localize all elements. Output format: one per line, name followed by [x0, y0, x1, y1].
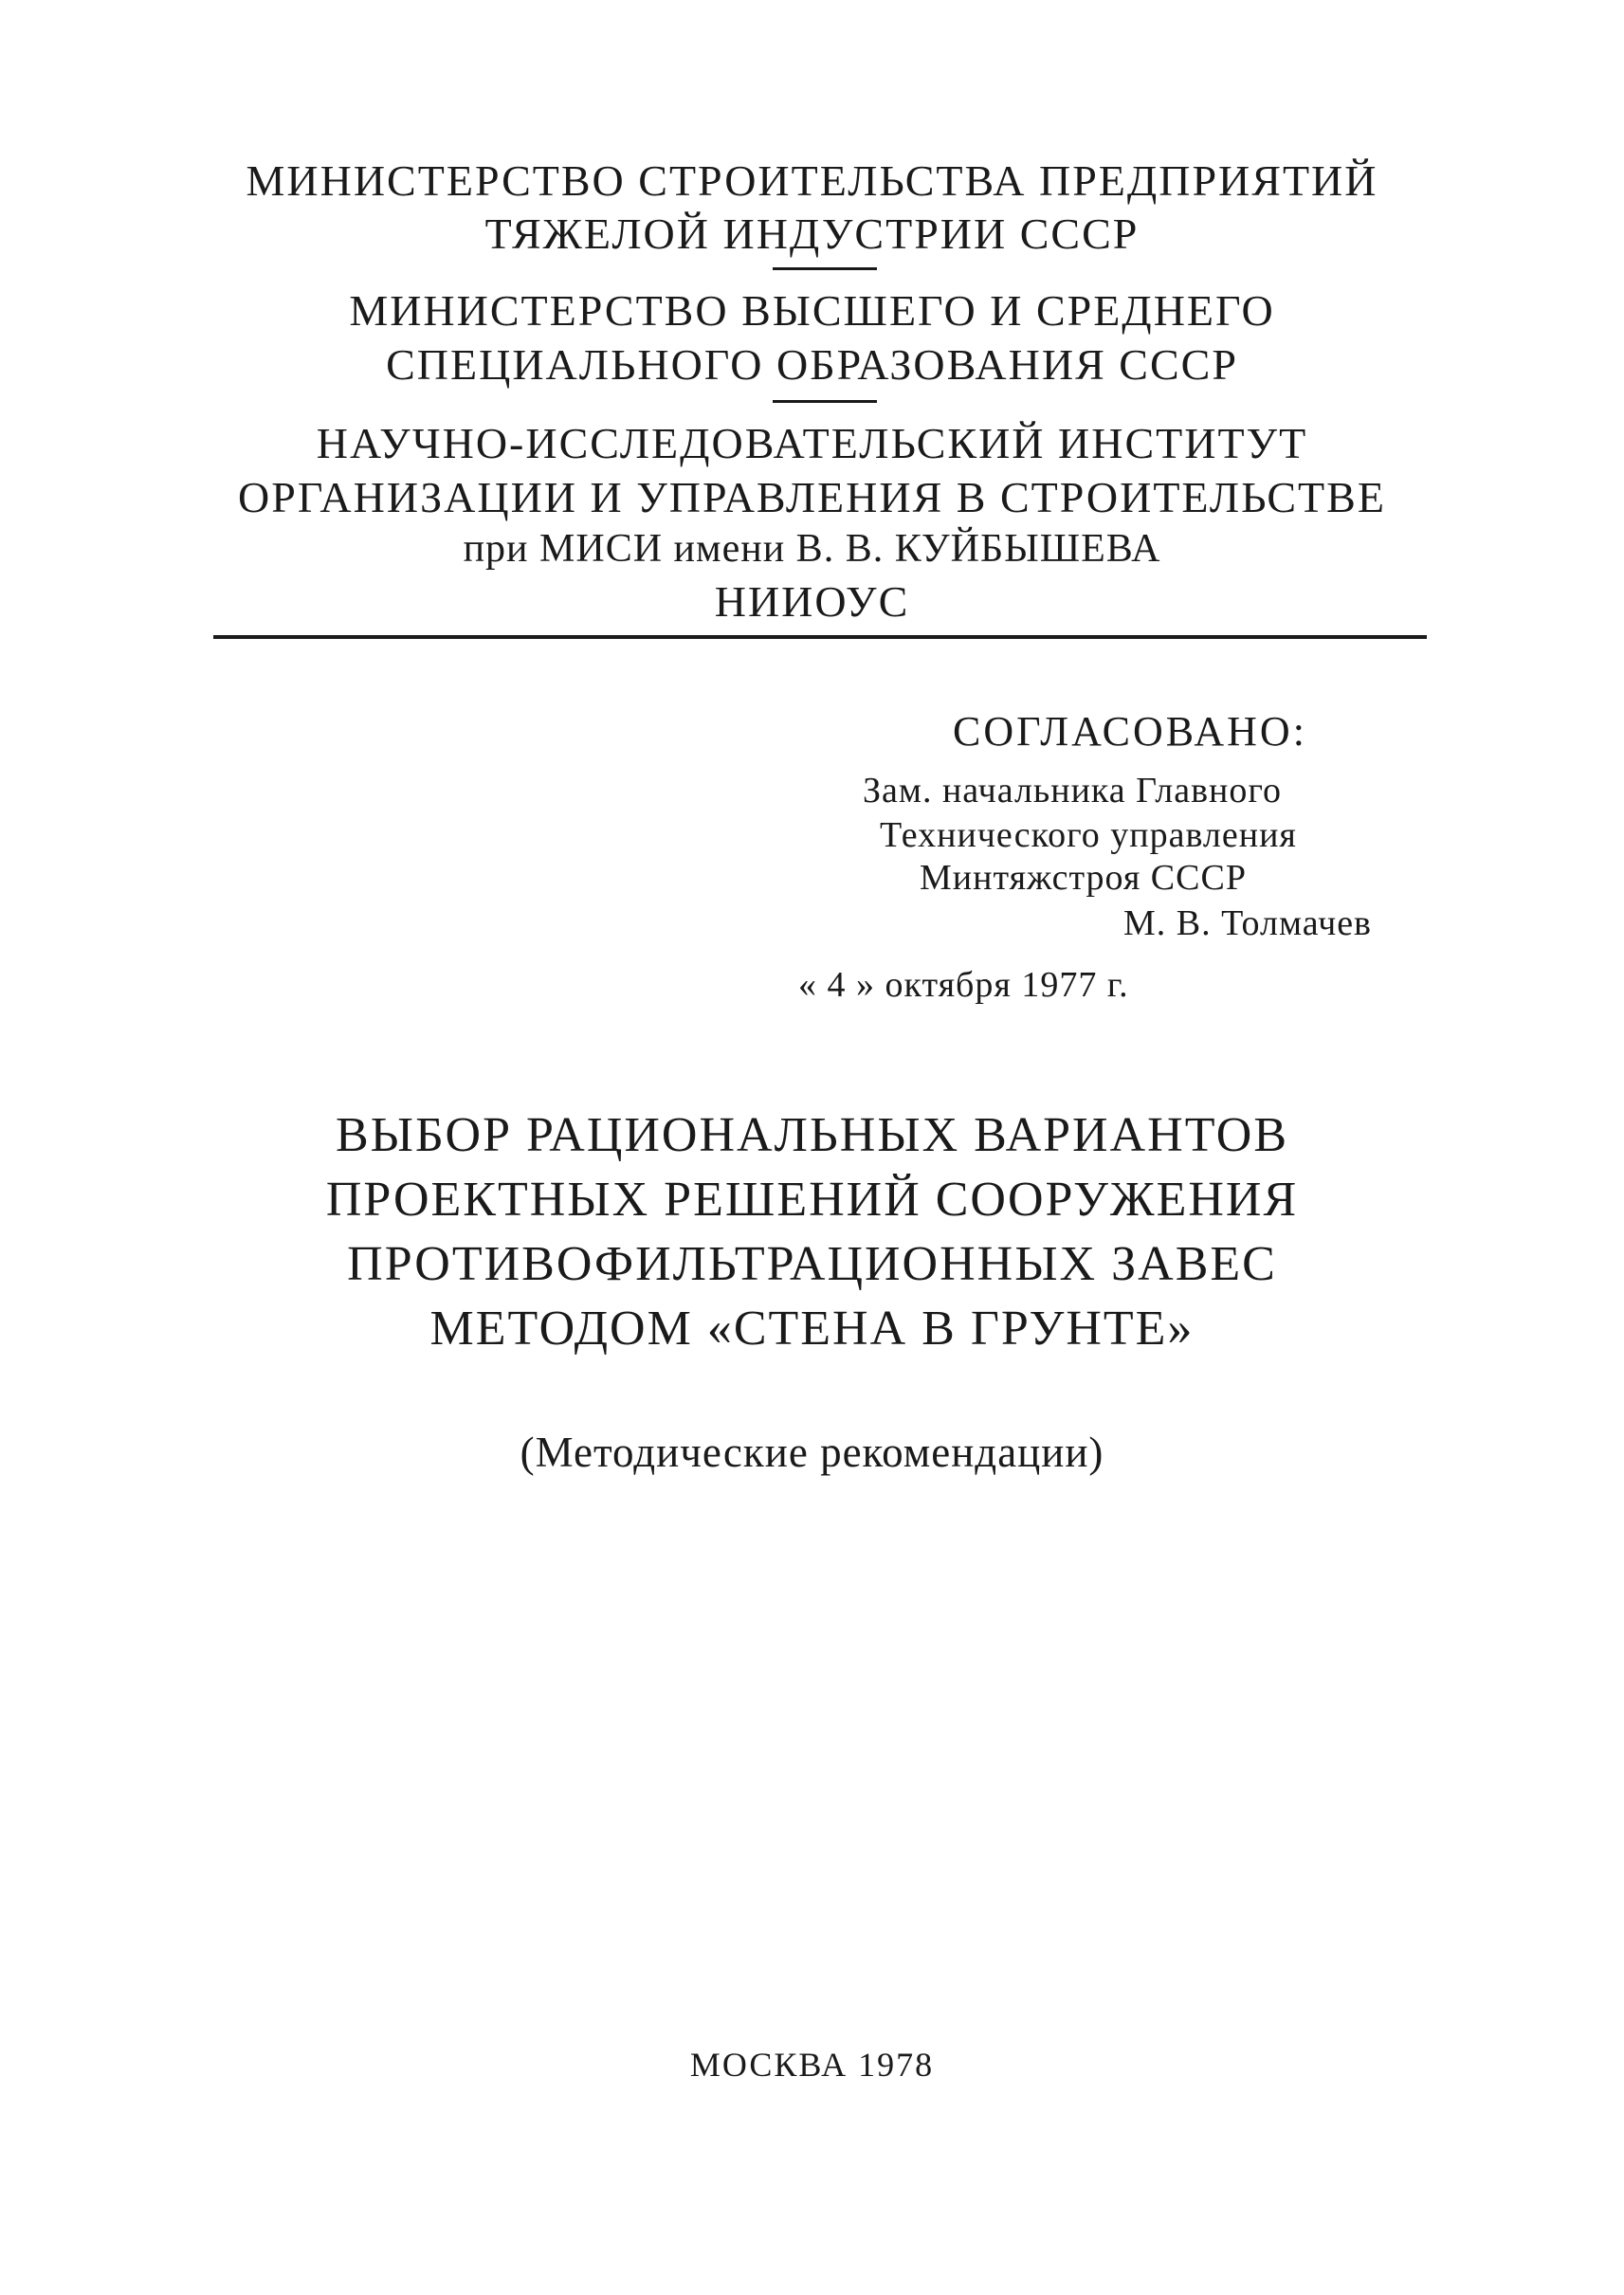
document-title-line3: ПРОТИВОФИЛЬТРАЦИОННЫХ ЗАВЕС	[347, 1237, 1277, 1291]
approval-line3: Минтяжстроя СССР	[920, 858, 1247, 898]
ministry2-line1: МИНИСТЕРСТВО ВЫСШЕГО И СРЕДНЕГО	[349, 286, 1275, 335]
ministry1-line1: МИНИСТЕРСТВО СТРОИТЕЛЬСТВА ПРЕДПРИЯТИЙ	[246, 156, 1378, 205]
document-subtitle: (Методические рекомендации)	[520, 1429, 1104, 1476]
approval-date: « 4 » октября 1977 г.	[798, 965, 1129, 1005]
separator-rule-1	[773, 267, 877, 270]
document-title-line2: ПРОЕКТНЫХ РЕШЕНИЙ СООРУЖЕНИЯ	[325, 1173, 1299, 1227]
document-title-line1: ВЫБОР РАЦИОНАЛЬНЫХ ВАРИАНТОВ	[335, 1108, 1289, 1162]
approval-line1: Зам. начальника Главного	[863, 771, 1283, 811]
approval-title: СОГЛАСОВАНО:	[953, 708, 1307, 755]
institute-line1: НАУЧНО-ИССЛЕДОВАТЕЛЬСКИЙ ИНСТИТУТ	[316, 419, 1308, 467]
document-title-line4: МЕТОДОМ «СТЕНА В ГРУНТЕ»	[429, 1302, 1195, 1356]
place-and-year: МОСКВА 1978	[689, 2046, 935, 2084]
institute-line2: ОРГАНИЗАЦИИ И УПРАВЛЕНИЯ В СТРОИТЕЛЬСТВЕ	[238, 473, 1386, 521]
separator-rule-2	[773, 400, 877, 403]
approval-line2: Технического управления	[880, 815, 1297, 855]
header-divider	[213, 635, 1427, 639]
institute-line3: при МИСИ имени В. В. КУЙБЫШЕВА	[463, 527, 1161, 571]
ministry1-line2: ТЯЖЕЛОЙ ИНДУСТРИИ СССР	[484, 209, 1140, 258]
approval-signatory: М. В. Толмачев	[1123, 903, 1373, 943]
institute-abbreviation: НИИОУС	[714, 577, 910, 626]
ministry2-line2: СПЕЦИАЛЬНОГО ОБРАЗОВАНИЯ СССР	[386, 340, 1238, 389]
